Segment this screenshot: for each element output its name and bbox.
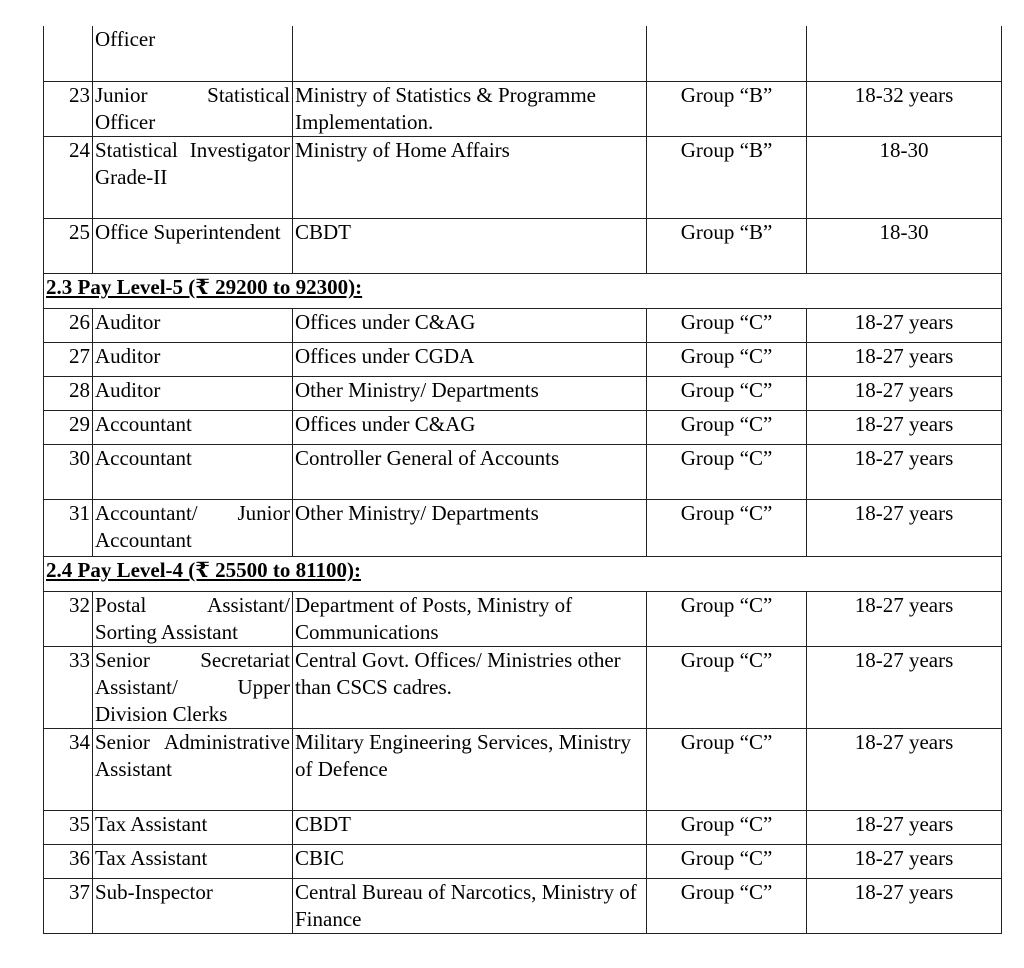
age-limit-cell: 18-27 years (807, 500, 1002, 557)
ministry-cell: Other Ministry/ Departments (293, 500, 647, 557)
ministry-cell: Military Engineering Services, Ministry of Defence (293, 729, 647, 811)
table-row (44, 219, 1002, 274)
post-name-cell: Tax Assistant (93, 845, 293, 879)
post-name-cell: Statistical Investigator Grade-II (93, 137, 293, 219)
ministry-cell (293, 26, 647, 82)
serial-number-cell (44, 26, 93, 82)
age-limit-cell: 18-32 years (807, 82, 1002, 137)
group-cell: Group “B” (647, 82, 807, 137)
ministry-cell: CBIC (293, 845, 647, 879)
ministry-cell: Department of Posts, Ministry of Communications (293, 592, 647, 647)
age-limit-cell: 18-27 years (807, 309, 1002, 343)
group-cell: Group “B” (647, 137, 807, 219)
ministry-cell: Controller General of Accounts (293, 445, 647, 500)
serial-number-cell: 35 (44, 811, 93, 845)
post-name-cell: Accountant (93, 411, 293, 445)
table-row (44, 592, 1002, 647)
serial-number-cell: 24 (44, 137, 93, 219)
group-cell: Group “C” (647, 647, 807, 729)
table-row (44, 879, 1002, 934)
table-row (44, 377, 1002, 411)
serial-number-cell: 32 (44, 592, 93, 647)
serial-number-cell: 30 (44, 445, 93, 500)
serial-number-cell: 36 (44, 845, 93, 879)
serial-number-cell: 28 (44, 377, 93, 411)
rows-before (44, 26, 1002, 274)
group-cell (647, 26, 807, 82)
ministry-cell: Ministry of Statistics & Programme Implementation. (293, 82, 647, 137)
table-row (44, 26, 1002, 82)
ministry-cell: Offices under C&AG (293, 411, 647, 445)
post-name-cell: Auditor (93, 343, 293, 377)
age-limit-cell: 18-30 (807, 137, 1002, 219)
group-cell: Group “C” (647, 445, 807, 500)
rows-level-4 (44, 592, 1002, 934)
group-cell: Group “C” (647, 811, 807, 845)
table-row (44, 82, 1002, 137)
age-limit-cell: 18-27 years (807, 647, 1002, 729)
table-row (44, 309, 1002, 343)
table-row (44, 343, 1002, 377)
serial-number-cell: 29 (44, 411, 93, 445)
table-row (44, 811, 1002, 845)
age-limit-cell: 18-30 (807, 219, 1002, 274)
age-limit-cell: 18-27 years (807, 592, 1002, 647)
post-name-cell: Junior Statistical Officer (93, 82, 293, 137)
section-heading: 2.3 Pay Level-5 (₹ 29200 to 92300): (44, 274, 1002, 309)
post-name-cell: Tax Assistant (93, 811, 293, 845)
age-limit-cell: 18-27 years (807, 445, 1002, 500)
section-level-5 (44, 274, 1002, 309)
serial-number-cell: 31 (44, 500, 93, 557)
group-cell: Group “C” (647, 592, 807, 647)
ministry-cell: CBDT (293, 219, 647, 274)
table-row (44, 411, 1002, 445)
ministry-cell: Offices under C&AG (293, 309, 647, 343)
serial-number-cell: 33 (44, 647, 93, 729)
serial-number-cell: 26 (44, 309, 93, 343)
group-cell: Group “C” (647, 879, 807, 934)
age-limit-cell: 18-27 years (807, 879, 1002, 934)
post-name-cell: Senior Secretariat Assistant/ Upper Division Clerks (93, 647, 293, 729)
post-name-cell: Auditor (93, 377, 293, 411)
ministry-cell: Ministry of Home Affairs (293, 137, 647, 219)
rows-level-5 (44, 309, 1002, 557)
age-limit-cell: 18-27 years (807, 729, 1002, 811)
age-limit-cell: 18-27 years (807, 845, 1002, 879)
table-row (44, 445, 1002, 500)
serial-number-cell: 34 (44, 729, 93, 811)
section-heading: 2.4 Pay Level-4 (₹ 25500 to 81100): (44, 557, 1002, 592)
post-name-cell: Auditor (93, 309, 293, 343)
ministry-cell: Other Ministry/ Departments (293, 377, 647, 411)
post-name-cell: Accountant/ Junior Accountant (93, 500, 293, 557)
ministry-cell: Central Bureau of Narcotics, Ministry of Finance (293, 879, 647, 934)
group-cell: Group “C” (647, 377, 807, 411)
table-row (44, 137, 1002, 219)
post-name-cell: Office Superintendent (93, 219, 293, 274)
post-name-cell: Sub-Inspector (93, 879, 293, 934)
age-limit-cell (807, 26, 1002, 82)
table-row (44, 647, 1002, 729)
ministry-cell: CBDT (293, 811, 647, 845)
table-row (44, 729, 1002, 811)
section-level-4 (44, 557, 1002, 592)
post-name-cell: Postal Assistant/ Sorting Assistant (93, 592, 293, 647)
ministry-cell: Offices under CGDA (293, 343, 647, 377)
ministry-cell: Central Govt. Offices/ Ministries other than CSCS cadres. (293, 647, 647, 729)
age-limit-cell: 18-27 years (807, 343, 1002, 377)
serial-number-cell: 23 (44, 82, 93, 137)
serial-number-cell: 37 (44, 879, 93, 934)
table-row (44, 845, 1002, 879)
table-row (44, 500, 1002, 557)
age-limit-cell: 18-27 years (807, 411, 1002, 445)
group-cell: Group “C” (647, 845, 807, 879)
group-cell: Group “C” (647, 309, 807, 343)
age-limit-cell: 18-27 years (807, 811, 1002, 845)
posts-table (43, 26, 1002, 934)
group-cell: Group “C” (647, 500, 807, 557)
serial-number-cell: 27 (44, 343, 93, 377)
age-limit-cell: 18-27 years (807, 377, 1002, 411)
serial-number-cell: 25 (44, 219, 93, 274)
post-name-cell: Senior Administrative Assistant (93, 729, 293, 811)
group-cell: Group “C” (647, 343, 807, 377)
group-cell: Group “C” (647, 729, 807, 811)
post-name-cell: Officer (93, 26, 293, 82)
group-cell: Group “B” (647, 219, 807, 274)
group-cell: Group “C” (647, 411, 807, 445)
post-name-cell: Accountant (93, 445, 293, 500)
